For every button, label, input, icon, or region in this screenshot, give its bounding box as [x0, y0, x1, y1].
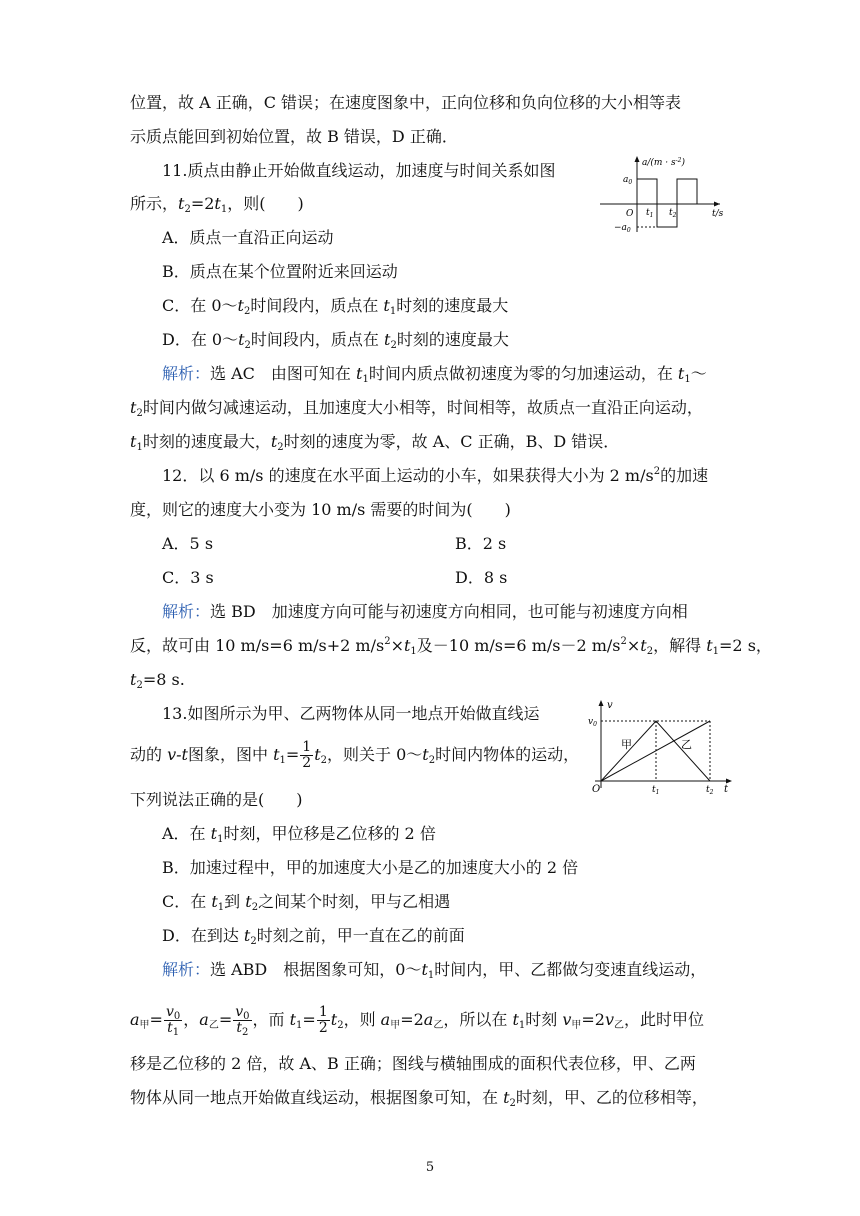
question-13-stem: 13.如图所示为甲、乙两物体从同一地点开始做直线运: [162, 704, 540, 723]
yi-label: 乙: [681, 738, 692, 751]
jia-label: 甲: [621, 738, 632, 751]
option-d: D．在到达 $t_2$时刻之前，甲一直在乙的前面: [162, 926, 465, 947]
answer-12: 反，故可由 10 m/s=6 m/s+2 $m/s^2\times t_1$及－10 m/s=6 m/s－2 $m/s^2\times t_2$，解得 $t_1=2$ s，: [130, 636, 772, 657]
question-13-stem: 动的 v-t图象，图中 $t_1=$ $\frac{1}{2}$ $t_2$，则关于 $0\sim t_2$时间内物体的运动，: [130, 739, 580, 771]
v0-label: $v_0$: [588, 717, 597, 728]
origin-label: O: [592, 784, 601, 795]
option-b: B．加速过程中，甲的加速度大小是乙的加速度大小的 2 倍: [162, 858, 579, 877]
answer-13: 物体从同一地点开始做直线运动，根据图象可知，在 $t_2$时刻，甲、乙的位移相等，: [130, 1088, 708, 1109]
question-13-stem: 下列说法正确的是( ): [130, 790, 303, 809]
answer-11: $t_2$时间内做匀减速运动，且加速度大小相等，时间相等，故质点一直沿正向运动，: [130, 398, 703, 419]
option-b: B．2 s: [455, 534, 507, 553]
a0-label: $a_0$: [623, 175, 633, 186]
option-c: C．3 s: [162, 568, 214, 587]
a-axis-label: $a/(m \cdot s^{-2})$: [642, 157, 686, 168]
neg-a0-label: $-a_0$: [614, 223, 631, 232]
answer-13: 移是乙位移的 2 倍，故 A、B 正确；图线与横轴围成的面积代表位移，甲、乙两: [130, 1054, 696, 1073]
option-c: C．在 $0\sim t_2$时间段内，质点在 $t_1$时刻的速度最大: [162, 296, 509, 317]
question-12-stem: 度，则它的速度大小变为 10 m/s 需要的时间为( ): [130, 500, 511, 519]
answer-13: 解析：选 ABD 根据图象可知，$0\sim t_1$时间内，甲、乙都做匀变速直线运动，: [162, 960, 707, 981]
option-a: A．在 $t_1$时刻，甲位移是乙位移的 2 倍: [162, 824, 436, 845]
t-axis-arrow: [726, 779, 732, 784]
option-a: A．质点一直沿正向运动: [162, 228, 334, 247]
a-axis-arrow: [635, 156, 640, 162]
option-d: D．在 $0\sim t_2$时间段内，质点在 $t_2$时刻的速度最大: [162, 330, 509, 351]
answer-11: 解析：选 AC 由图可知在 $t_1$时间内质点做初速度为零的匀加速运动，在 $t_1\sim$: [162, 364, 707, 385]
velocity-time-graph: [585, 696, 735, 796]
answer-11: $t_1$时刻的速度最大，$t_2$时刻的速度为零，故 A、C 正确，B、D 错误．: [130, 432, 620, 453]
t-axis-label: t/s: [712, 209, 724, 219]
question-12-stem: 12．以 6 m/s 的速度在水平面上运动的小车，如果获得大小为 2 $m/s^2$的加速: [162, 466, 709, 485]
v-axis-arrow: [599, 700, 604, 706]
t2-label: $t_2$: [669, 208, 677, 219]
text-line: 位置，故 A 正确，C 错误；在速度图象中，正向位移和负向位移的大小相等表: [130, 93, 682, 112]
answer-12: 解析：选 BD 加速度方向可能与初速度方向相同，也可能与初速度方向相: [162, 602, 688, 621]
option-c: C．在 $t_1$到 $t_2$之间某个时刻，甲与乙相遇: [162, 892, 451, 913]
t2-label: $t_2$: [706, 785, 714, 796]
acceleration-time-graph: [600, 152, 730, 232]
option-b: B．质点在某个位置附近来回运动: [162, 262, 398, 281]
t1-label: $t_1$: [652, 785, 660, 796]
t1-label: $t_1$: [646, 208, 654, 219]
answer-12: $t_2=8$ s.: [130, 670, 185, 691]
option-d: D．8 s: [455, 568, 508, 587]
origin-label: O: [626, 209, 634, 219]
v-axis-label: v: [607, 700, 613, 711]
question-11-stem: 11.质点由静止开始做直线运动，加速度与时间关系如图: [162, 161, 556, 180]
question-11-stem: 所示，$t_2=2t_1$，则( ): [130, 194, 304, 215]
text-line: 示质点能回到初始位置，故 B 错误，D 正确．: [130, 127, 458, 146]
acceleration-step-line: [637, 179, 697, 227]
option-a: A．5 s: [162, 534, 214, 553]
t-axis-arrow: [714, 202, 720, 207]
answer-13: $a_甲=$ $\frac{v_0}{t_1}$ ，$a_乙=$ $\frac{v_0}{t_2}$ ，而 $t_1=$ $\frac{1}{2}$ $t_2$，则 $a_甲=2a_乙$，所以在 $t_1$时刻 $v_甲=2v_乙$，此时甲位: [130, 1004, 705, 1038]
t-axis-label: t: [724, 784, 729, 795]
page-number: 5: [425, 1160, 435, 1175]
